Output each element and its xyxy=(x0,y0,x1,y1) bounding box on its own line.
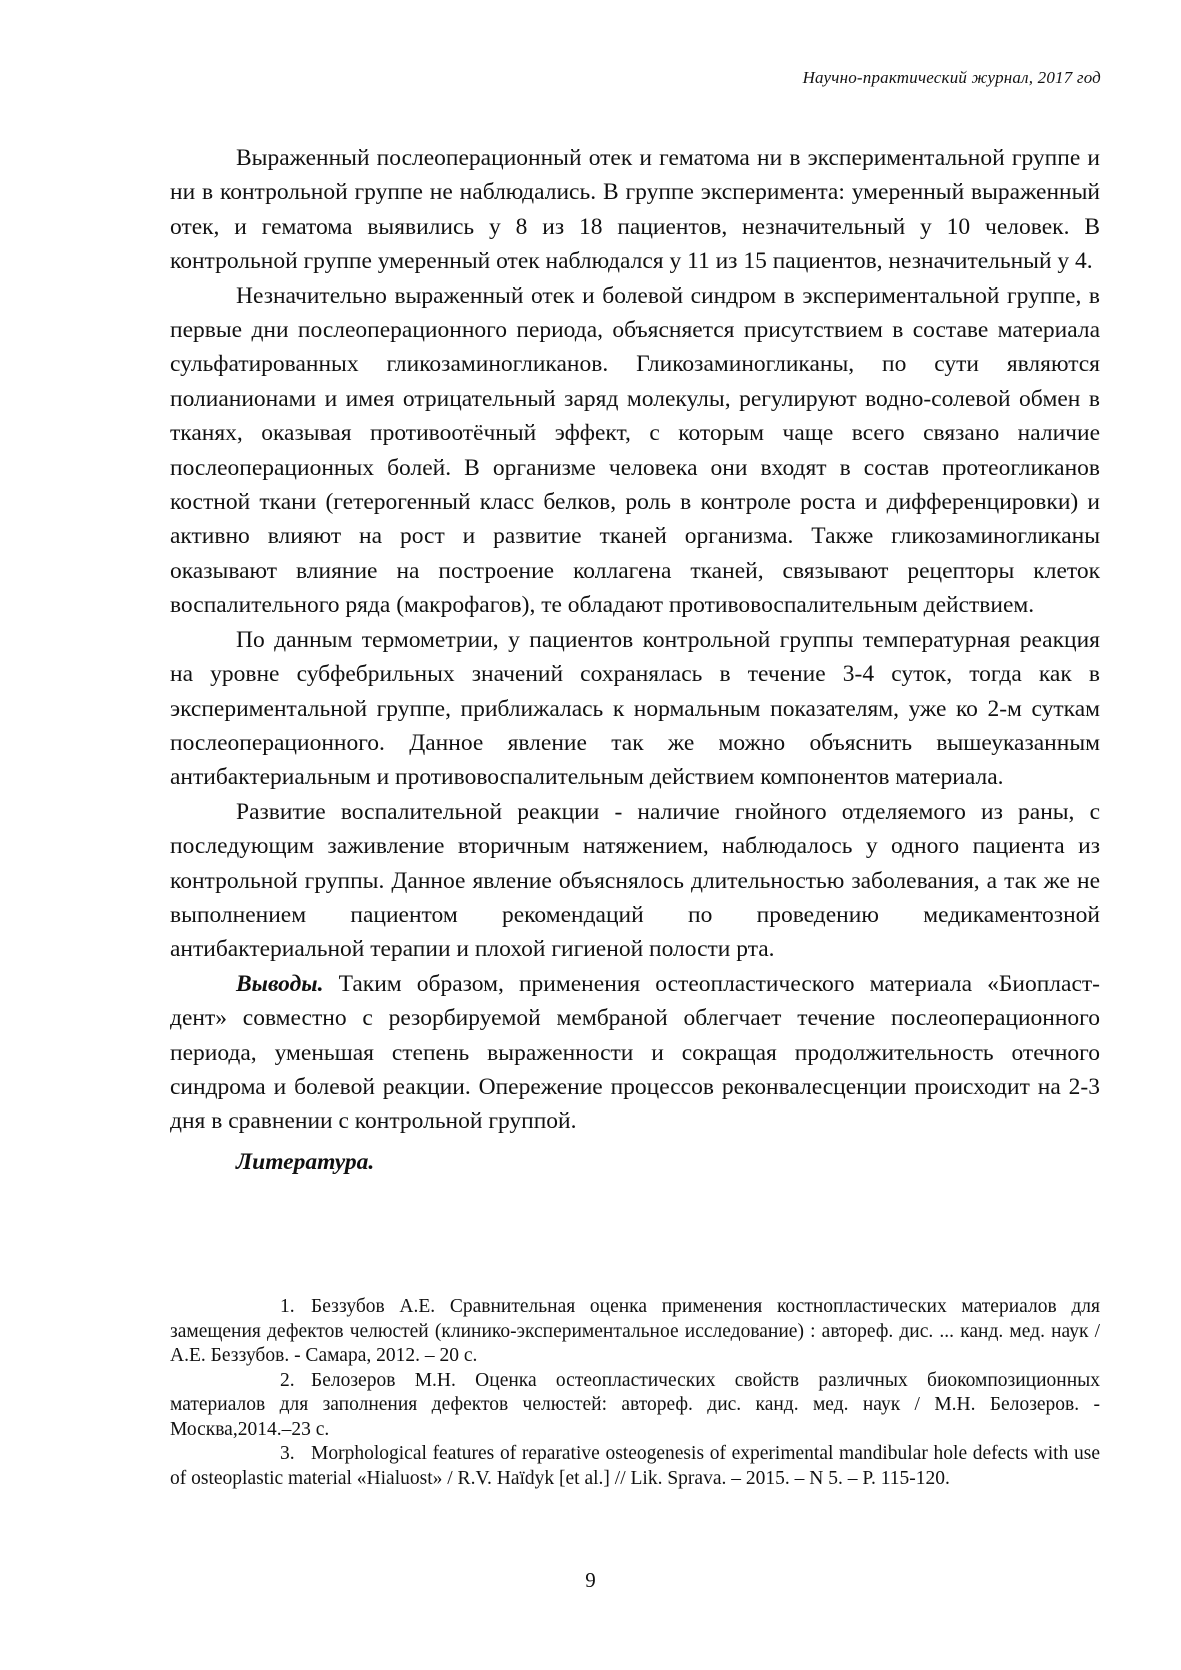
conclusion-text: Таким образом, применения остеопластического материала «Биопласт-дент» совместно с резорбируемой мембраной облегчает течение послеоперационного периода, уменьшая степень выраженности и сокращая продолжительность отечного синдрома и болевой реакции. Опережение процессов реконвалесценции происходит на 2-3 дня в сравнении с контрольной группой. xyxy=(170,970,1100,1135)
conclusion-heading: Выводы. xyxy=(236,970,324,997)
paragraph-inflammation: Развитие воспалительной реакции - наличие гнойного отделяемого из раны, с последующим заживление вторичным натяжением, наблюдалось у одного пациента из контрольной группы. Данное явление объяснялось длительностью заболевания, а так же не выполнением пациентом рекомендаций по проведению медикаментозной антибактериальной терапии и плохой гигиеной полости рта. xyxy=(170,798,1100,963)
reference-number: 1. xyxy=(280,1296,295,1317)
paragraph-thermometry: По данным термометрии, у пациентов контрольной группы температурная реакция на уровне субфебрильных значений сохранялась в течение 3-4 суток, тогда как в экспериментальной группе, приближалась к нормальным показателям, уже ко 2-м суткам послеоперационного. Данное явление так же можно объяснить вышеуказанным антибактериальным и противовоспалительным действием компонентов материала. xyxy=(170,626,1100,791)
reference-item xyxy=(170,1442,1100,1491)
reference-item xyxy=(170,1369,1100,1443)
reference-number: 2. xyxy=(280,1369,295,1391)
page-number: 9 xyxy=(585,1568,596,1592)
paragraph-conclusion xyxy=(170,967,1100,1139)
reference-item xyxy=(170,1295,1100,1369)
literature-heading: Литература. xyxy=(236,1148,375,1175)
running-header: Научно-практический журнал, 2017 год xyxy=(802,68,1101,87)
paragraph-edema: Выраженный послеоперационный отек и гематома ни в экспериментальной группе и ни в контрольной группе не наблюдались. В группе эксперимента: умеренный выраженный отек, и гематома выявились у 8 из 18 пациентов, незначительный у 10 человек. В контрольной группе умеренный отек наблюдался у 11 из 15 пациентов, незначительный у 4. xyxy=(170,145,1100,275)
paragraph-glycosaminoglycans: Незначительно выраженный отек и болевой синдром в экспериментальной группе, в первые дни послеоперационного периода, объясняется присутствием в составе материала сульфатированных гликозаминогликанов. Гликозаминогликаны, по сути являются полианионами и имея отрицательный заряд молекулы, регулируют водно-солевой обмен в тканях, оказывая противоотёчный эффект, с которым чаще всего связано наличие послеоперационных болей. В организме человека они входят в состав протеогликанов костной ткани (гетерогенный класс белков, роль в контроле роста и дифференцировки) и активно влияют на рост и развитие тканей организма. Также гликозаминогликаны оказывают влияние на построение коллагена тканей, связывают рецепторы клеток воспалительного ряда (макрофагов), те обладают противовоспалительным действием. xyxy=(170,282,1100,619)
reference-list xyxy=(170,1295,1100,1491)
reference-number: 3. xyxy=(280,1443,295,1464)
reference-text: Беззубов А.Е. Сравнительная оценка применения костнопластических материалов для замещения дефектов челюстей (клинико-экспериментальное исследование) : автореф. дис. ... канд. мед. наук / А.Е. Беззубов. - Самара, 2012. – 20 с. xyxy=(170,1296,1100,1366)
article-body xyxy=(170,141,1100,1179)
reference-text: Белозеров М.Н. Оценка остеопластических свойств различных биокомпозиционных материалов для заполнения дефектов челюстей: автореф. дис. канд. мед. наук / М.Н. Белозеров. - Москва,2014.–23 с. xyxy=(170,1369,1100,1440)
reference-text: Morphological features of reparative osteogenesis of experimental mandibular hole defects with use of osteoplastic material «Hialuost» / R.V. Haïdyk [et al.] // Lik. Sprava. – 2015. – N 5. – P. 115-120. xyxy=(170,1443,1100,1489)
